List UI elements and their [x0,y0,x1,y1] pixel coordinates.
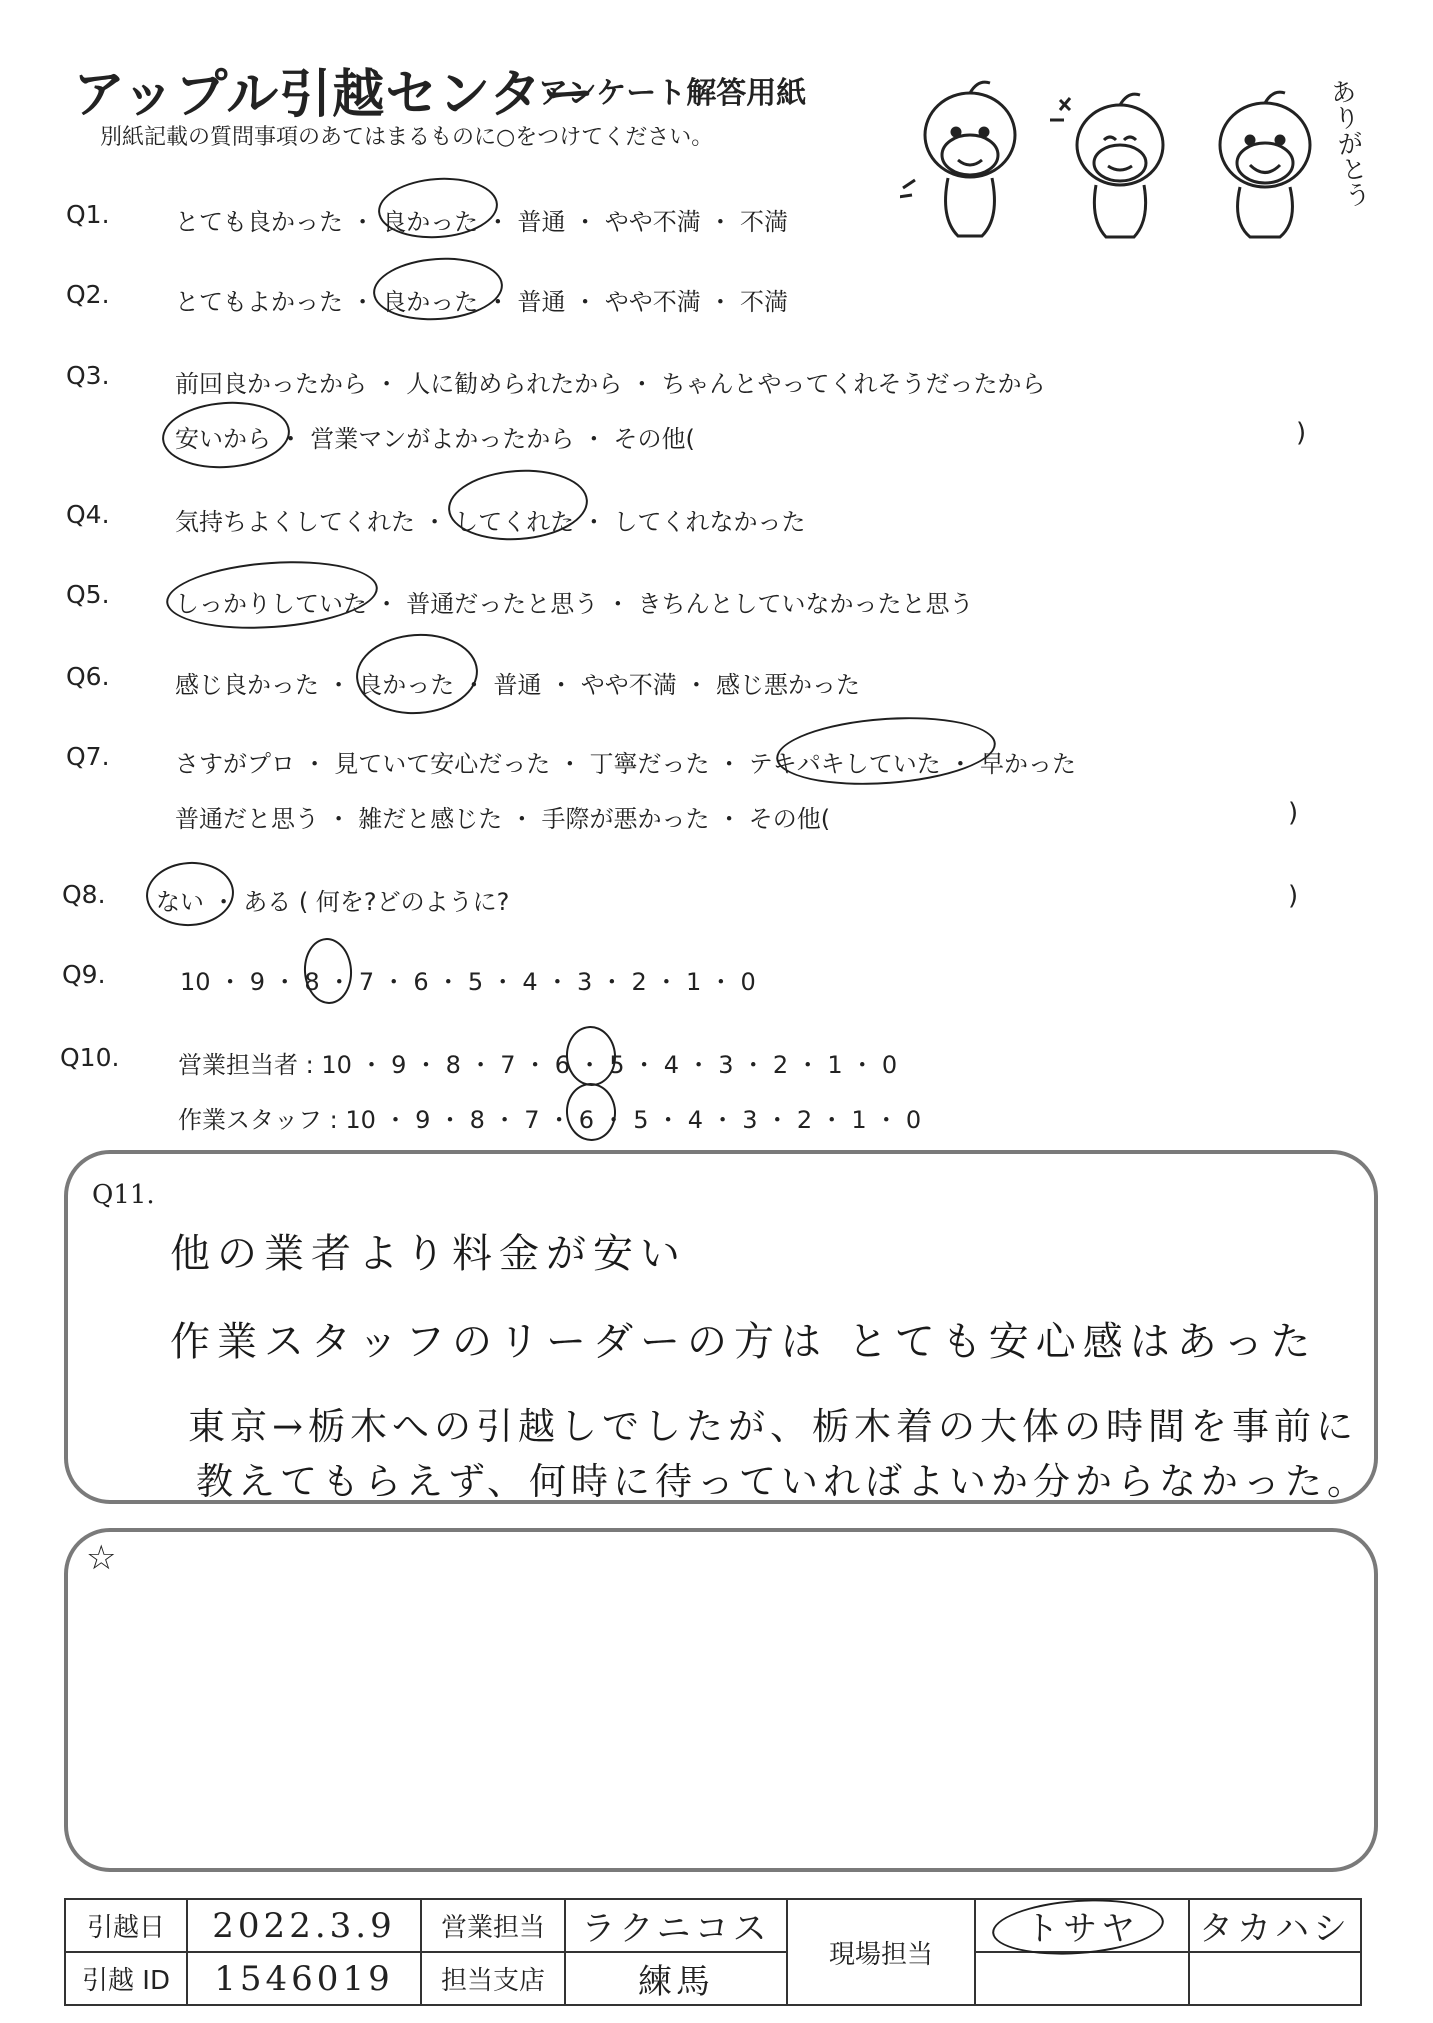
q7-number: Q7. [66,742,110,771]
q3-options-line1: 前回良かったから ・ 人に勧められたから ・ ちゃんとやってくれそうだったから [175,370,1046,398]
monkey-mascots-illustration [900,60,1360,260]
q11-comment-line-2: 作業スタッフのリーダーの方は とても安心感はあった [170,1319,1318,1365]
q8-options: ない ・ ある ( 何を?どのように? [156,888,510,916]
branch-value: 練馬 [565,1952,787,2005]
q3-number: Q3. [66,361,110,390]
monkey-mascot-2 [1050,94,1163,237]
q1-number: Q1. [66,200,110,229]
form-subtitle: アンケート解答用紙 [538,76,807,111]
instruction-text: 別紙記載の質問事項のあてはまるものに○をつけてください。 [100,125,714,150]
q6-options: 感じ良かった ・ 良かった ・ 普通 ・ やや不満 ・ 感じ悪かった [175,671,861,699]
footer-info-table [64,1898,1362,2006]
site-staff-3-empty [975,1952,1189,2005]
q10-staff-scale: 作業スタッフ : 10 ・ 9 ・ 8 ・ 7 ・ 6 ・ 5 ・ 4 ・ 3 ・ 2 ・ 1 ・ 0 [178,1106,922,1134]
sales-staff-label: 営業担当 [421,1899,565,1952]
star-icon: ☆ [86,1538,117,1578]
site-staff-1-text: トサヤ [1025,1909,1139,1949]
monkey-mascot-1 [900,82,1015,236]
site-staff-1-circle [990,1894,1165,1960]
q11-label: Q11. [92,1180,155,1210]
q9-scale: 10 ・ 9 ・ 8 ・ 7 ・ 6 ・ 5 ・ 4 ・ 3 ・ 2 ・ 1 ・ 0 [180,968,756,996]
company-title: アップル引越センター [73,65,596,125]
q5-number: Q5. [66,580,110,609]
q7-options-line2: 普通だと思う ・ 雑だと感じた ・ 手際が悪かった ・ その他( [175,805,831,833]
sales-staff-value: ラクニコス [565,1899,787,1952]
q2-number: Q2. [66,280,110,309]
q11-comment-line-3: 東京→栃木への引越しでしたが、栃木着の大体の時間を事前に [188,1405,1359,1448]
branch-label: 担当支店 [421,1952,565,2005]
q3-selected-circle [160,398,292,473]
q7-close-paren: ) [1288,798,1299,828]
site-staff-label: 現場担当 [787,1899,975,2005]
q10-number: Q10. [60,1043,120,1072]
site-staff-1 [975,1899,1189,1952]
q8-number: Q8. [62,880,106,909]
q2-options: とてもよかった ・ 良かった ・ 普通 ・ やや不満 ・ 不満 [175,288,789,316]
q5-options: しっかりしていた ・ 普通だったと思う ・ きちんとしていなかったと思う [175,590,974,618]
q3-close-paren: ) [1296,418,1307,448]
move-id-label: 引越 ID [65,1952,187,2005]
q9-number: Q9. [62,960,106,989]
q11-comment-line-4: 教えてもらえず、何時に待っていればよいか分からなかった。 [196,1460,1370,1503]
free-comment-box [64,1528,1378,1872]
q7-options-line1: さすがプロ ・ 見ていて安心だった ・ 丁寧だった ・ テキパキしていた ・ 早かった [175,750,1077,778]
move-date-label: 引越日 [65,1899,187,1952]
move-date-value: 2022.3.9 [187,1899,421,1952]
site-staff-4-empty [1189,1952,1361,2005]
q3-options-line2: 安いから ・ 営業マンがよかったから ・ その他( [175,425,695,453]
q8-close-paren: ) [1288,881,1299,911]
move-id-value: 1546019 [187,1952,421,2005]
q7-selected-circle [774,710,998,791]
q6-selected-circle [353,630,480,718]
q4-options: 気持ちよくしてくれた ・ してくれた ・ してくれなかった [175,508,806,536]
q8-selected-circle [144,859,236,929]
q4-number: Q4. [66,500,110,529]
q11-comment-line-1: 他の業者より料金が安い [170,1231,687,1277]
q5-selected-circle [164,555,380,636]
monkey-mascot-3 [1220,92,1310,237]
q6-number: Q6. [66,662,110,691]
thanks-text: ありがとう [1324,76,1372,210]
q10-sales-scale: 営業担当者 : 10 ・ 9 ・ 8 ・ 7 ・ 6 ・ 5 ・ 4 ・ 3 ・ 2 ・ 1 ・ 0 [178,1051,898,1079]
q1-options: とても良かった ・ 良かった ・ 普通 ・ やや不満 ・ 不満 [175,208,789,236]
site-staff-2: タカハシ [1189,1899,1361,1952]
